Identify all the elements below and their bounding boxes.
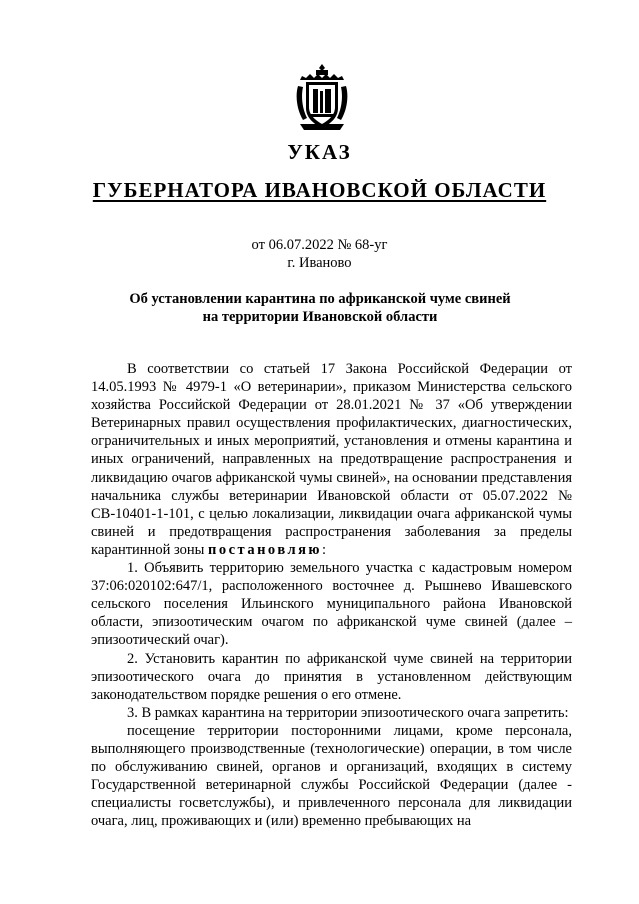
document-subject bbox=[100, 290, 540, 326]
issuer-title-text: ГУБЕРНАТОРА ИВАНОВСКОЙ ОБЛАСТИ bbox=[92, 178, 547, 202]
item-3: 3. В рамках карантина на территории эпизоотического очага запретить: bbox=[127, 704, 569, 721]
document-meta bbox=[0, 236, 639, 272]
city: г. Иваново bbox=[287, 255, 352, 271]
preamble-paragraph bbox=[91, 360, 572, 559]
document-title: УКАЗ bbox=[287, 140, 352, 164]
decree-colon: : bbox=[322, 541, 327, 558]
decree-word: постановляю bbox=[207, 541, 323, 558]
subject-line-1: Об установлении карантина по африканской чуме свиней bbox=[129, 291, 511, 307]
item-1: 1. Объявить территорию земельного участка с кадастровым номером 37:06:020102:647/1, расположенного восточнее д. Рышнево Ивашевского сельского поселения Ильинского муниципального района Ивановской области, эпизоотическим очагом по африканской чуме свиней (далее – эпизоотический очаг). bbox=[91, 560, 572, 649]
document-body bbox=[91, 360, 572, 830]
preamble-text: В соответствии со статьей 17 Закона Российской Федерации от 14.05.1993 № 4979-1 «О ветеринарии», приказом Министерства сельского хозяйства Российской Федерации от 28.01.2021 № 37 «Об утверждении Ветеринарных правил осуществления профилактических, диагностических, ограничительных и иных мероприятий, установления и отмены карантина и иных ограничений, направленных на предотвращение распространения и ликвидацию очагов африканской чумы свиней», на основании представления начальника службы ветеринарии Ивановской области от 05.07.2022 № СВ-10401-1-101, с целью локализации, ликвидации очага африканской чумы свиней и предотвращения распространения заболевания за пределы карантинной зоны bbox=[91, 361, 572, 558]
date-number: от 06.07.2022 № 68-уг bbox=[251, 237, 388, 253]
item-2: 2. Установить карантин по африканской чуме свиней на территории эпизоотического очага до принятия в установленном действующим законодательством порядке решения о его отмене. bbox=[91, 650, 572, 703]
item-3-sub-1: посещение территории посторонними лицами, кроме персонала, выполняющего производственные (технологические) операции, в том числе по обслуживанию свиней, органов и организаций, входящих в систему Государственной ветеринарной службы Российской Федерации (далее - специалисты госветслужбы), и привлеченного персонала для ликвидации очага, лиц, проживающих и (или) временно пребывающих на bbox=[91, 722, 572, 830]
subject-line-2: на территории Ивановской области bbox=[202, 309, 438, 325]
coat-of-arms-emblem bbox=[296, 62, 348, 132]
issuer-title bbox=[0, 178, 639, 203]
